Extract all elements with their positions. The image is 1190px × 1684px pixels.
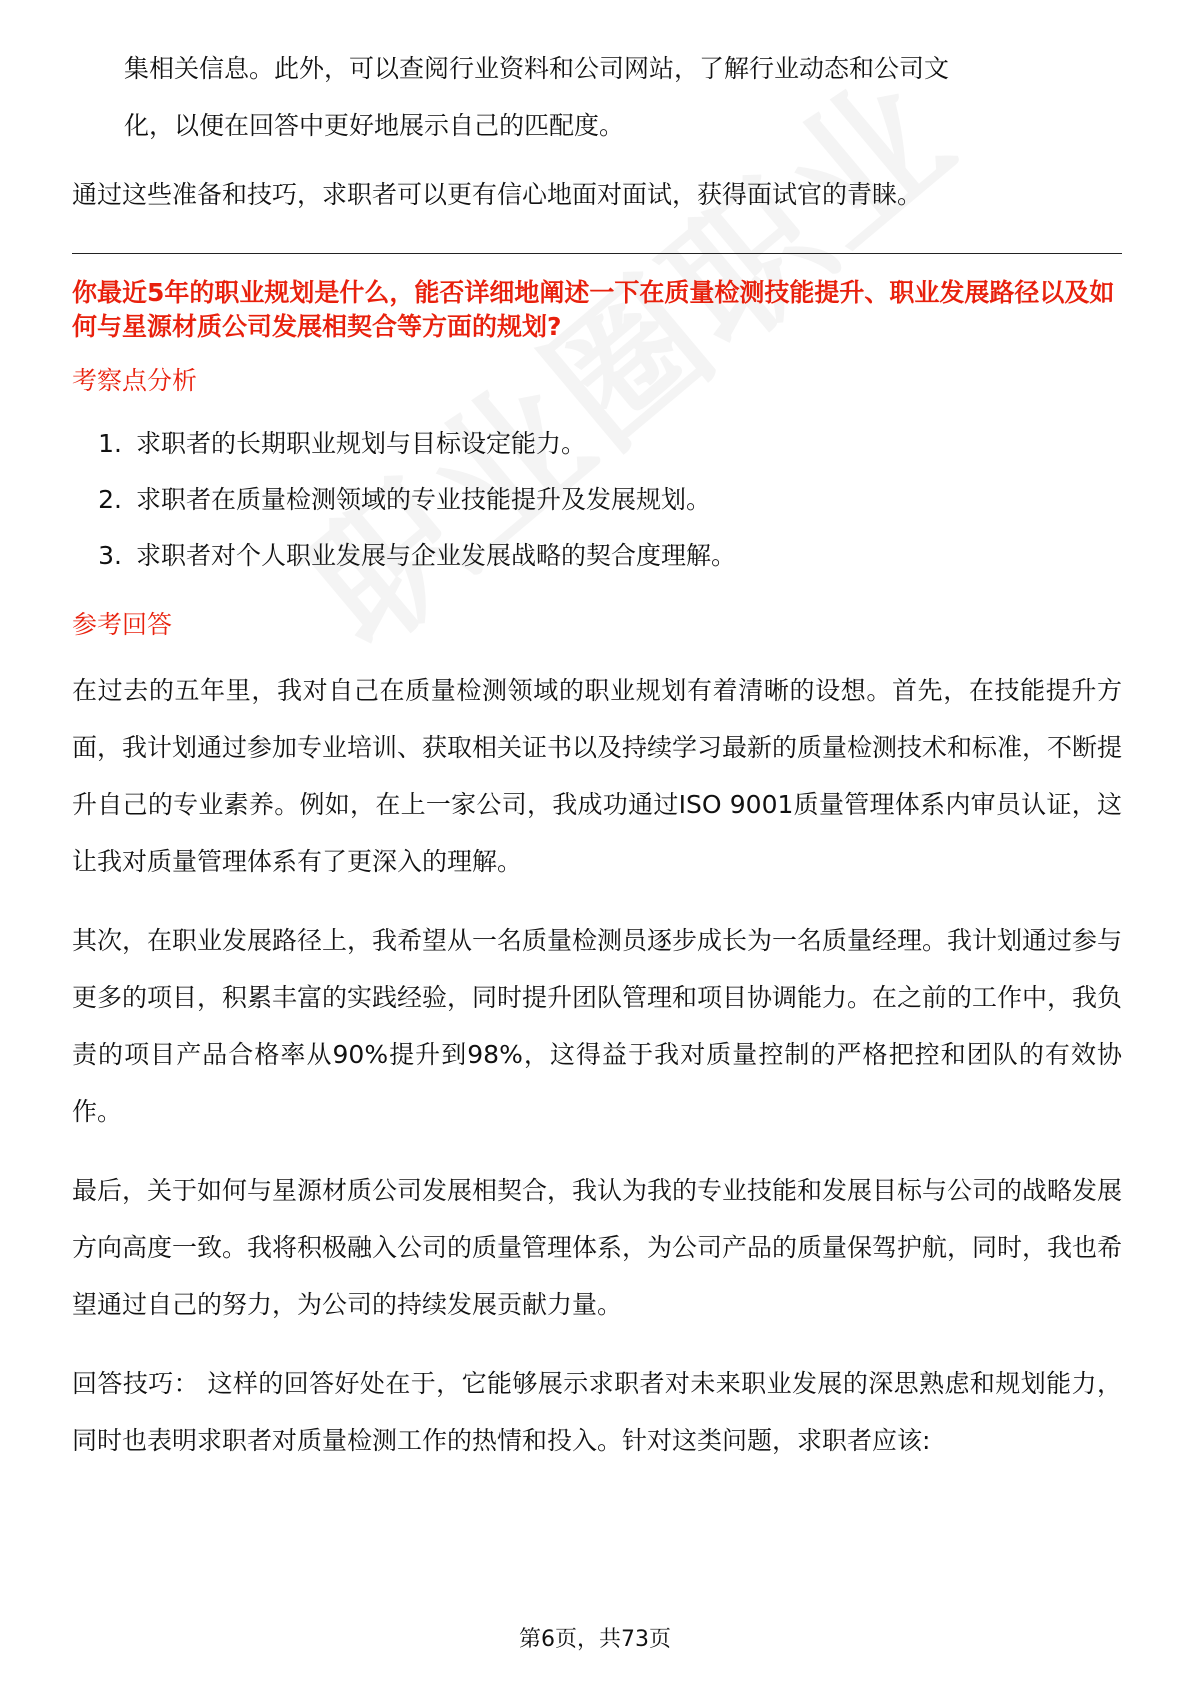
intro-continuation-line-2: 化，以便在回答中更好地展示自己的匹配度。 (124, 111, 625, 140)
list-item-text: 求职者对个人职业发展与企业发展战略的契合度理解。 (136, 541, 737, 570)
answer-heading: 参考回答 (72, 610, 173, 639)
analysis-list (72, 416, 1122, 584)
question-title: 你最近5年的职业规划是什么，能否详细地阐述一下在质量检测技能提升、职业发展路径以及如何与星源材质公司发展相契合等方面的规划? (72, 278, 1115, 341)
answer-paragraph-2: 其次，在职业发展路径上，我希望从一名质量检测员逐步成长为一名质量经理。我计划通过参与更多的项目，积累丰富的实践经验，同时提升团队管理和项目协调能力。在之前的工作中，我负责的项目产品合格率从90%提升到98%，这得益于我对质量控制的严格把控和团队的有效协作。 (72, 926, 1123, 1126)
answer-tips: 回答技巧： 这样的回答好处在于，它能够展示求职者对未来职业发展的深思熟虑和规划能力，同时也表明求职者对质量检测工作的热情和投入。针对这类问题，求职者应该: (72, 1369, 1122, 1455)
answer-paragraph-3: 最后，关于如何与星源材质公司发展相契合，我认为我的专业技能和发展目标与公司的战略发展方向高度一致。我将积极融入公司的质量管理体系，为公司产品的质量保驾护航，同时，我也希望通过自己的努力，为公司的持续发展贡献力量。 (72, 1176, 1123, 1319)
page-number: 第6页，共73页 (519, 1627, 671, 1652)
list-item (72, 416, 1122, 472)
list-item-number: 2. (98, 485, 122, 514)
list-item-number: 3. (98, 541, 122, 570)
analysis-heading: 考察点分析 (72, 366, 198, 395)
list-item (72, 472, 1122, 528)
list-item-text: 求职者的长期职业规划与目标设定能力。 (136, 429, 587, 458)
list-item (72, 528, 1122, 584)
intro-continuation-line-1: 集相关信息。此外，可以查阅行业资料和公司网站，了解行业动态和公司文 (124, 54, 950, 83)
list-item-text: 求职者在质量检测领域的专业技能提升及发展规划。 (136, 485, 712, 514)
intro-summary: 通过这些准备和技巧，求职者可以更有信心地面对面试，获得面试官的青睐。 (72, 180, 923, 209)
section-divider (72, 253, 1122, 254)
page-content (72, 40, 1122, 1469)
answer-paragraph-1: 在过去的五年里，我对自己在质量检测领域的职业规划有着清晰的设想。首先，在技能提升方面，我计划通过参加专业培训、获取相关证书以及持续学习最新的质量检测技术和标准，不断提升自己的专业素养。例如，在上一家公司，我成功通过ISO 9001质量管理体系内审员认证，这让我对质量管理体系有了更深入的理解。 (72, 676, 1123, 876)
list-item-number: 1. (98, 429, 122, 458)
